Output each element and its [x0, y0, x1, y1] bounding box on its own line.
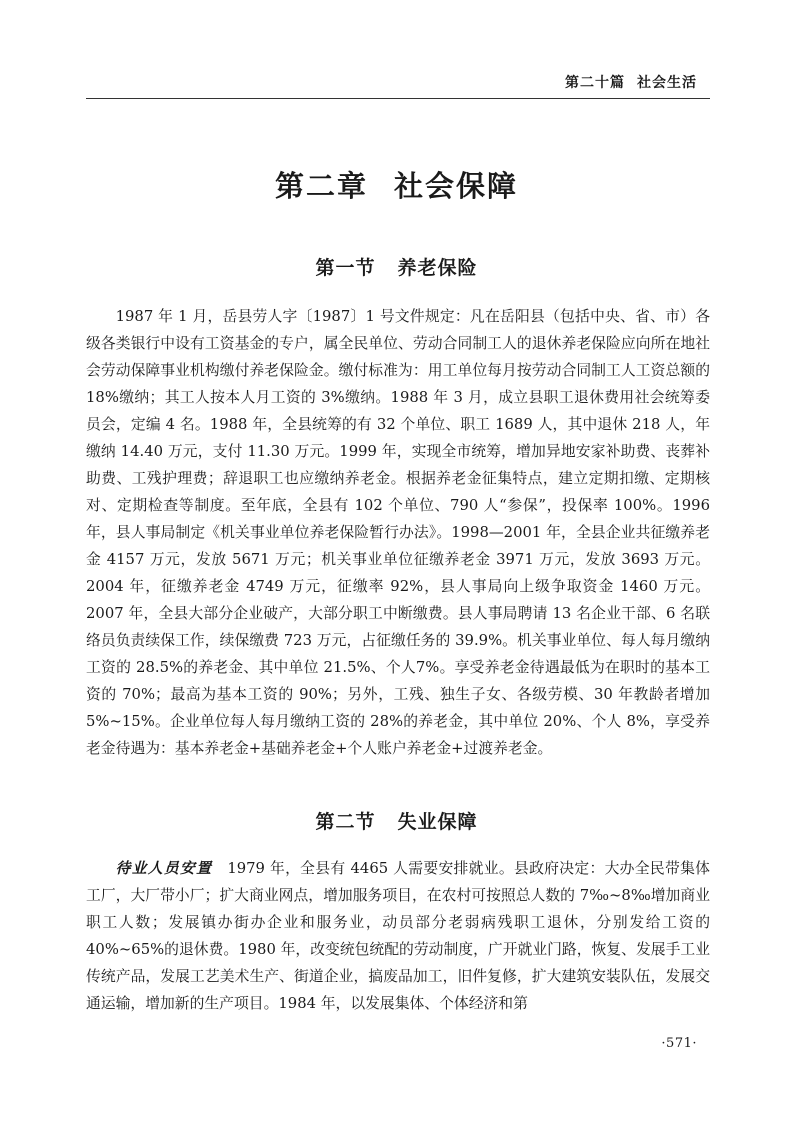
- section-name: 养老保险: [397, 257, 478, 279]
- run-in-heading: 待业人员安置: [115, 860, 213, 877]
- page-number: ·571·: [661, 1036, 697, 1051]
- header-divider: [86, 98, 710, 99]
- section-number: 第二节: [315, 811, 376, 833]
- section-name: 失业保障: [397, 811, 478, 833]
- chapter-name: 社会保障: [394, 169, 519, 203]
- section-title-unemployment: [0, 807, 793, 834]
- running-header-title: 社会生活: [637, 75, 697, 91]
- section-number: 第一节: [315, 257, 376, 279]
- running-header: [565, 72, 697, 92]
- section-title-pension: [0, 253, 793, 280]
- running-header-part: 第二十篇: [565, 75, 625, 91]
- chapter-number: 第二章: [274, 169, 368, 203]
- pension-paragraph: 1987 年 1 月，岳县劳人字〔1987〕1 号文件规定：凡在岳阳县（包括中央、省、市）各级各类银行中设有工资基金的专户，属全民单位、劳动合同制工人的退休养老保险应向所在地社会劳动保障事业机构缴付养老保险金。缴付标准为：用工单位每月按劳动合同制工人工资总额的 18%缴纳；其工人按本人月工资的 3%缴纳。1988 年 3 月，成立县职工退休费用社会统筹委员会，定编 4 名。1988 年，全县统筹的有 32 个单位、职工 1689 人，其中退休 218 人，年缴纳 14.40 万元，支付 11.30 万元。1999 年，实现全市统筹，增加异地安家补助费、丧葬补助费、工残护理费；辞退职工也应缴纳养老金。根据养老金征集特点，建立定期扣缴、定期核对、定期检查等制度。至年底，全县有 102 个单位、790 人“参保”，投保率 100%。1996 年，县人事局制定《机关事业单位养老保险暂行办法》。1998—2001 年，全县企业共征缴养老金 4157 万元，发放 5671 万元；机关事业单位征缴养老金 3971 万元，发放 3693 万元。2004 年，征缴养老金 4749 万元，征缴率 92%，县人事局向上级争取资金 1460 万元。2007 年，全县大部分企业破产，大部分职工中断缴费。县人事局聘请 13 名企业干部、6 名联络员负责续保工作，续保缴费 723 万元，占征缴任务的 39.9%。机关事业单位、每人每月缴纳工资的 28.5%的养老金、其中单位 21.5%、个人7%。享受养老金待遇最低为在职时的基本工资的 70%；最高为基本工资的 90%；另外，工残、独生子女、各级劳模、30 年教龄者增加 5%~15%。企业单位每人每月缴纳工资的 28%的养老金，其中单位 20%、个人 8%，享受养老金待遇为：基本养老金+基础养老金+个人账户养老金+过渡养老金。: [86, 308, 710, 757]
- chapter-title: [0, 164, 793, 205]
- unemployment-paragraph-text: 1979 年，全县有 4465 人需要安排就业。县政府决定：大办全民带集体工厂，大厂带小厂；扩大商业网点，增加服务项目，在农村可按照总人数的 7‰~8‰增加商业职工人数；发展镇办街办企业和服务业，动员部分老弱病残职工退休，分别发给工资的 40%~65%的退休费。1980 年，改变统包统配的劳动制度，广开就业门路，恢复、发展手工业传统产品，发展工艺美术生产、街道企业，搞废品加工，旧件复修，扩大建筑安装队伍，发展交通运输，增加新的生产项目。1984 年，以发展集体、个体经济和第: [86, 860, 710, 1012]
- unemployment-paragraph: [86, 855, 710, 1017]
